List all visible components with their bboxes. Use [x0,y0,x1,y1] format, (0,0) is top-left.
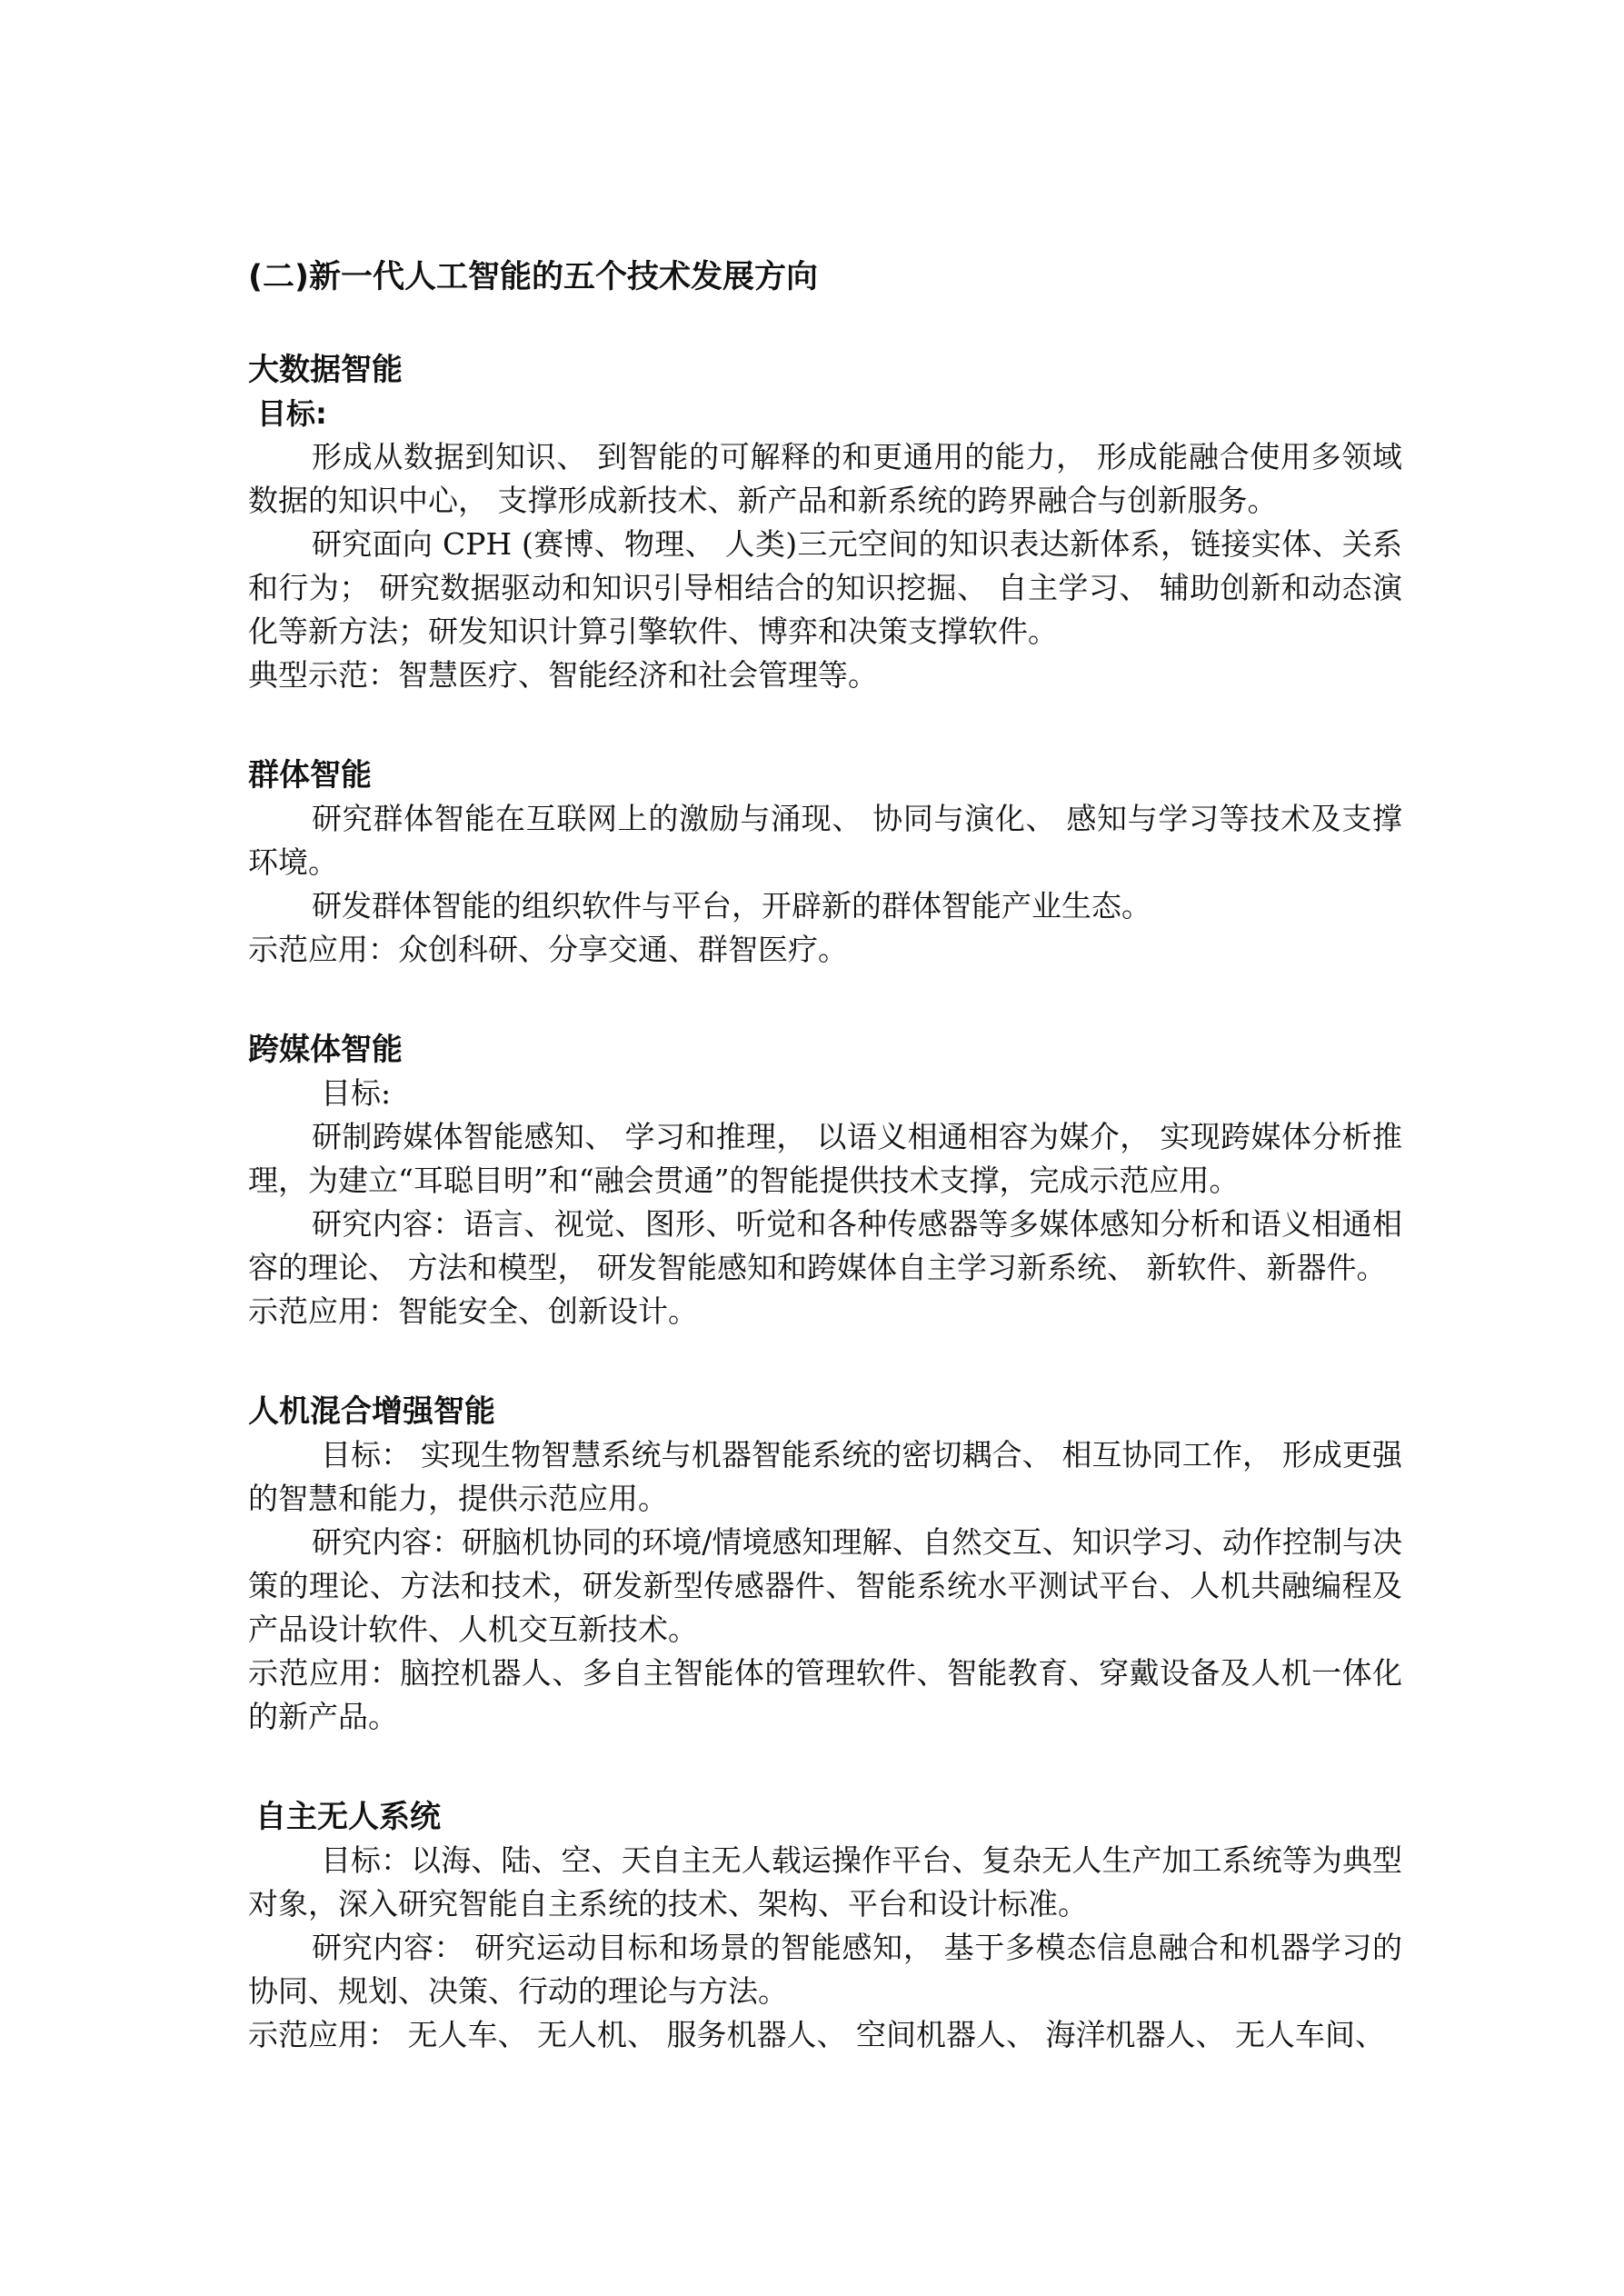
paragraph: 典型示范：智慧医疗、智能经济和社会管理等。 [248,657,878,693]
section-heading: 人机混合增强智能 [248,1393,495,1430]
paragraph: 目标： 实现生物智慧系统与机器智能系统的密切耦合、 相互协同工作， 形成更强的智慧和能力，提供示范应用。 [248,1437,1402,1516]
paragraph: 研制跨媒体智能感知、 学习和推理， 以语义相通相容为媒介， 实现跨媒体分析推理，为建立“耳聪目明”和“融会贯通”的智能提供技术支撑，完成示范应用。 [248,1119,1402,1198]
section-cross-media [248,1028,1402,1333]
goal-label: 目标: [257,396,327,431]
document-title: (二)新一代人工智能的五个技术发展方向 [248,259,818,295]
section-hybrid [248,1390,1402,1739]
paragraph: 示范应用：脑控机器人、多自主智能体的管理软件、智能教育、穿戴设备及人机一体化的新产品。 [248,1655,1402,1734]
paragraph: 示范应用： 无人车、 无人机、 服务机器人、 空间机器人、 海洋机器人、 无人车间、 [248,2017,1385,2052]
section-heading: 群体智能 [248,757,372,794]
paragraph: 研究内容： 研究运动目标和场景的智能感知， 基于多模态信息融合和机器学习的协同、规划、决策、行动的理论与方法。 [248,1930,1402,2009]
section-big-data [248,348,1402,697]
paragraph: 目标：以海、陆、空、天自主无人载运操作平台、复杂无人生产加工系统等为典型对象，深入研究智能自主系统的技术、架构、平台和设计标准。 [248,1842,1402,1922]
section-autonomous [248,1795,1402,2057]
goal-label: 目标: [321,1075,392,1111]
paragraph: 研发群体智能的组织软件与平台，开辟新的群体智能产业生态。 [312,888,1151,923]
section-swarm [248,754,1402,972]
paragraph: 示范应用：众创科研、分享交通、群智医疗。 [248,932,848,967]
document-body [248,250,1402,2057]
paragraph: 研究群体智能在互联网上的激励与涌现、 协同与演化、 感知与学习等技术及支撑环境。 [248,801,1402,880]
paragraph: 示范应用：智能安全、创新设计。 [248,1293,698,1329]
paragraph: 研究内容：研脑机协同的环境/情境感知理解、自然交互、知识学习、动作控制与决策的理论、方法和技术，研发新型传感器件、智能系统水平测试平台、人机共融编程及产品设计软件、人机交互新技术。 [248,1524,1402,1647]
paragraph: 研究面向 CPH (赛博、物理、 人类)三元空间的知识表达新体系，链接实体、关系和行为； 研究数据驱动和知识引导相结合的知识挖掘、 自主学习、 辅助创新和动态演化等新方法；研发知识计算引擎软件、博弈和决策支撑软件。 [248,526,1402,649]
paragraph: 形成从数据到知识、 到智能的可解释的和更通用的能力， 形成能融合使用多领域数据的知识中心， 支撑形成新技术、新产品和新系统的跨界融合与创新服务。 [248,439,1402,518]
section-heading: 自主无人系统 [255,1799,441,1835]
section-heading: 大数据智能 [248,352,403,388]
paragraph: 研究内容：语言、视觉、图形、听觉和各种传感器等多媒体感知分析和语义相通相容的理论、 方法和模型， 研发智能感知和跨媒体自主学习新系统、 新软件、新器件。 [248,1206,1402,1285]
section-heading: 跨媒体智能 [248,1032,403,1068]
